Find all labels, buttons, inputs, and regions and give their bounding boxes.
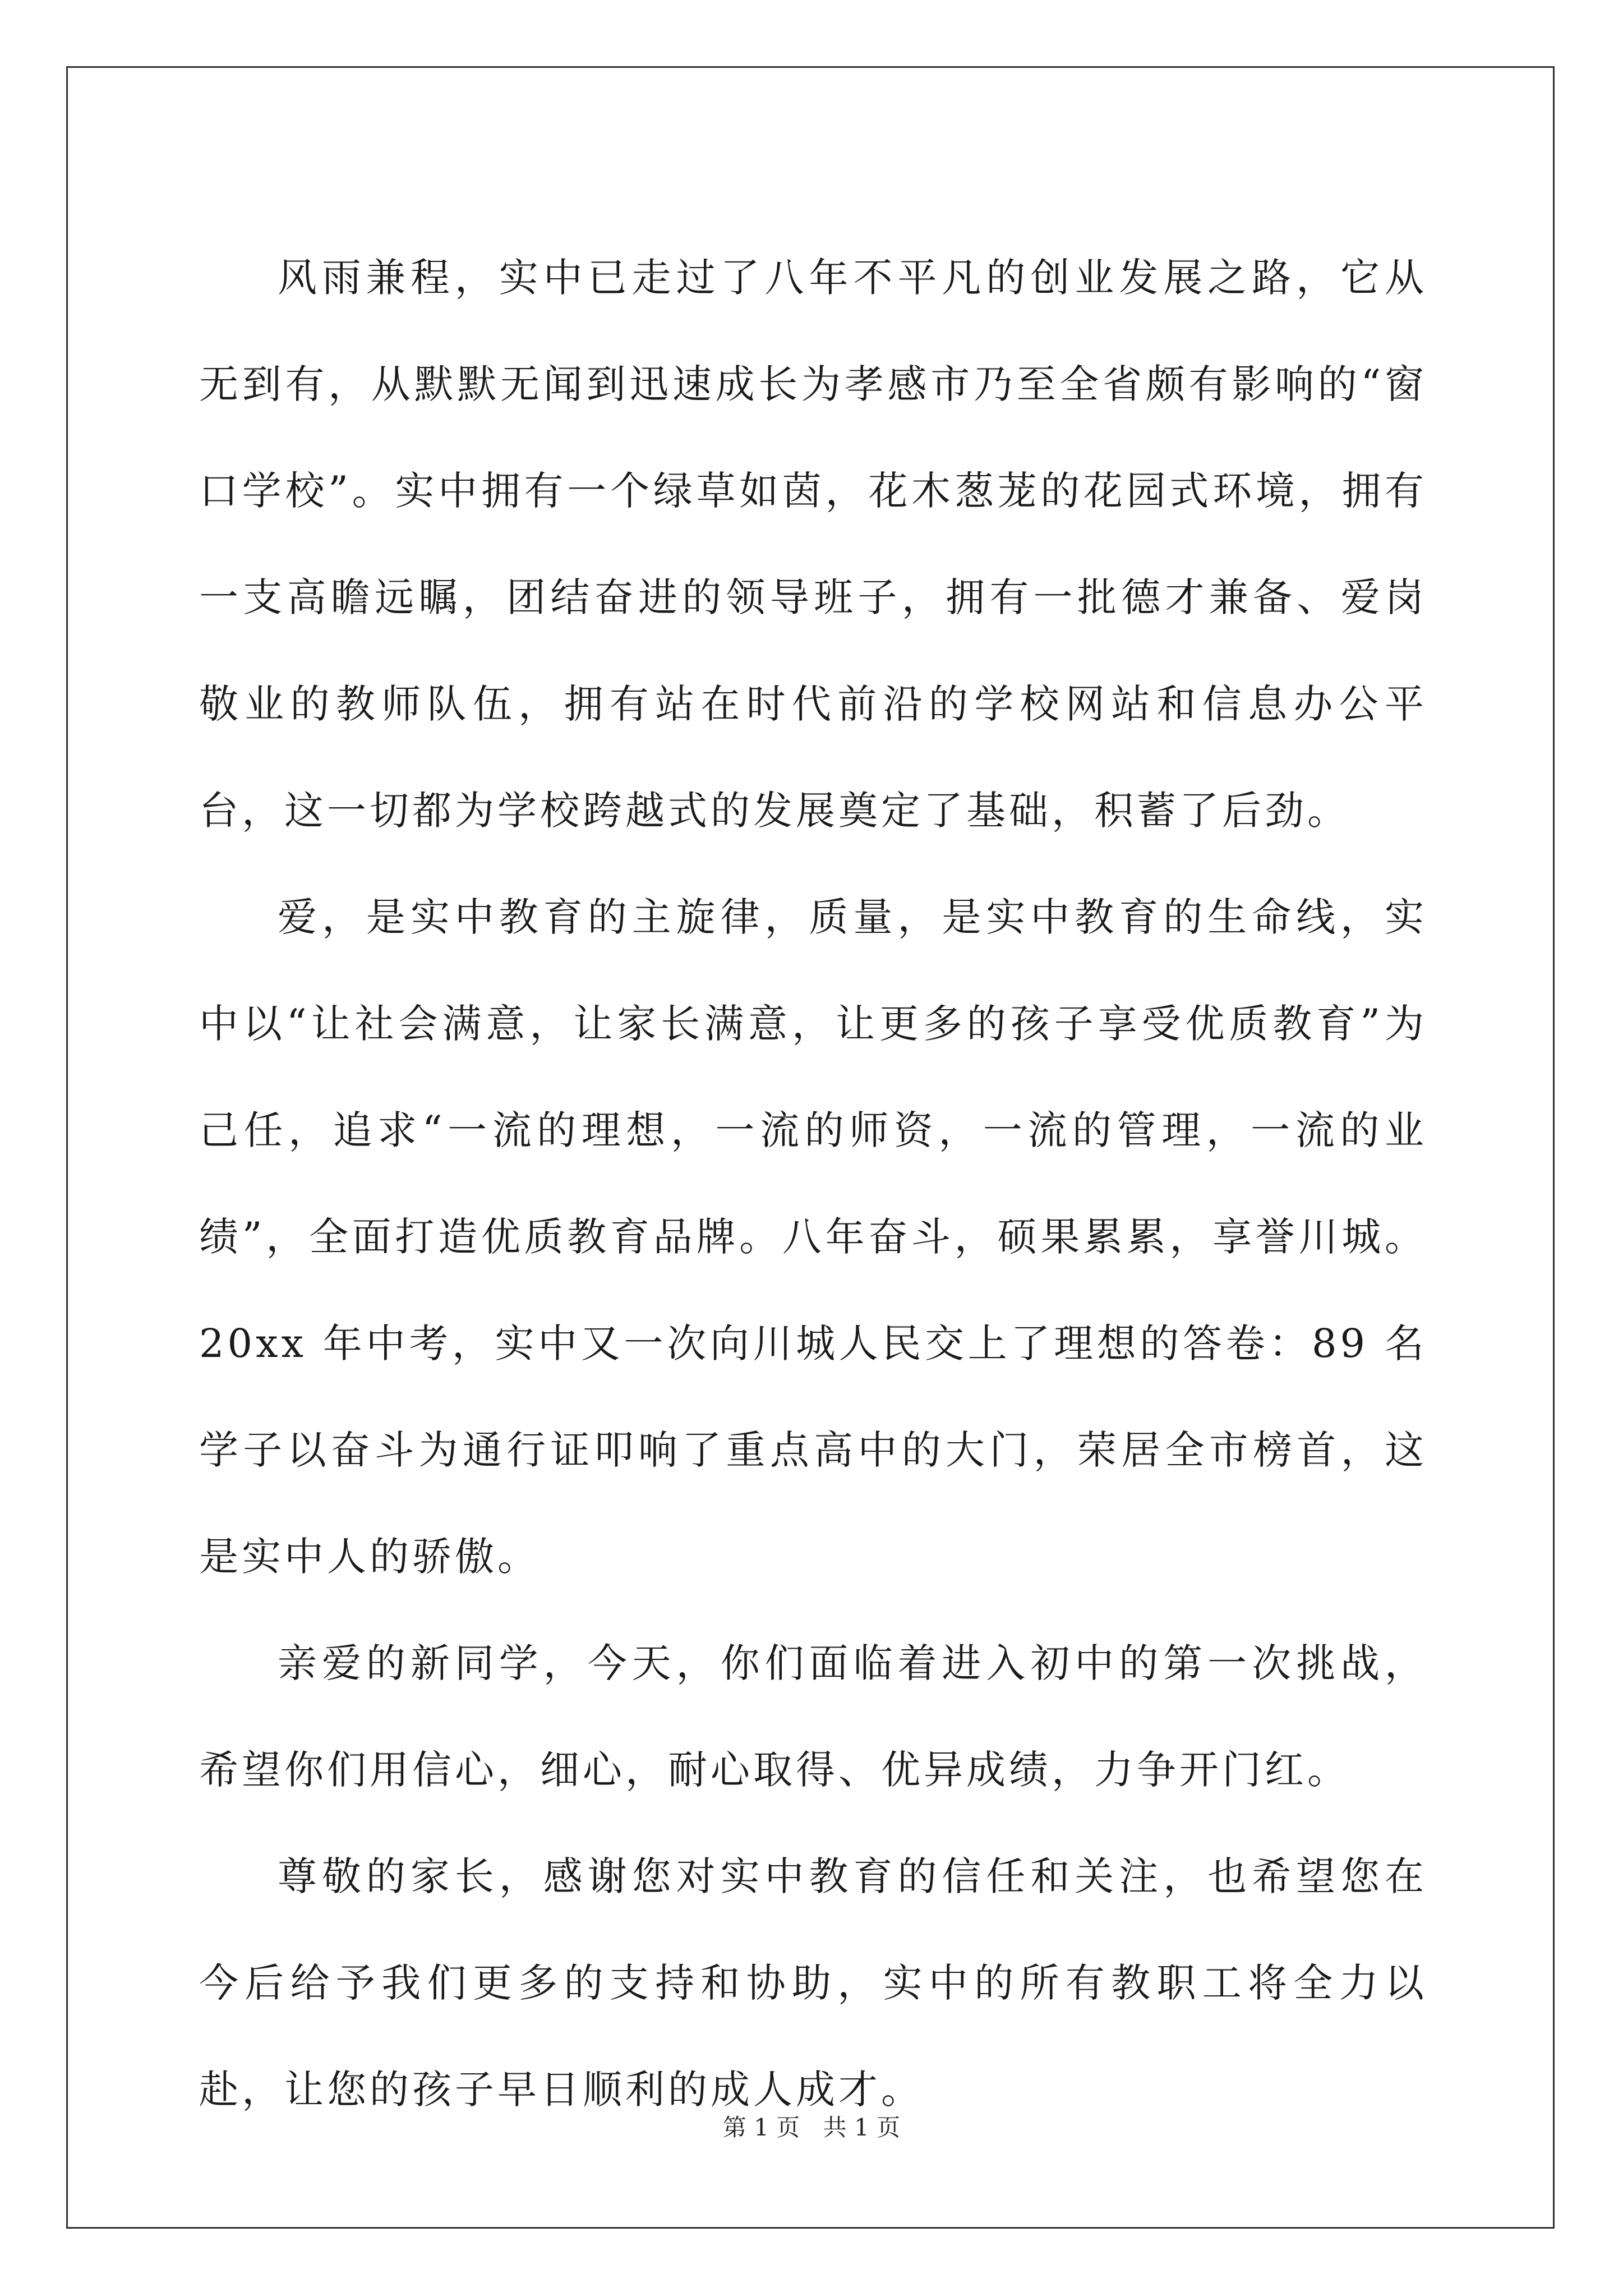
paragraph-4: 尊敬的家长，感谢您对实中教育的信任和关注，也希望您在今后给予我们更多的支持和协助，实中的所有教职工将全力以赴，让您的孩子早日顺利的成人成才。 (199, 1853, 1427, 2113)
page-footer (0, 2109, 1623, 2143)
document-body (199, 224, 1427, 2143)
paragraph-3: 亲爱的新同学，今天，你们面临着进入初中的第一次挑战，希望你们用信心，细心，耐心取得、优异成绩，力争开门红。 (199, 1640, 1427, 1793)
page-number: 第 1 页 (722, 2114, 800, 2141)
paragraph-1: 风雨兼程，实中已走过了八年不平凡的创业发展之路，它从无到有，从默默无闻到迅速成长为孝感市乃至全省颇有影响的“窗口学校”。实中拥有一个绿草如茵，花木葱茏的花园式环境，拥有一支高瞻远瞩，团结奋进的领导班子，拥有一批德才兼备、爱岗敬业的教师队伍，拥有站在时代前沿的学校网站和信息办公平台，这一切都为学校跨越式的发展奠定了基础，积蓄了后劲。 (199, 255, 1427, 834)
paragraph-2: 爱，是实中教育的主旋律，质量，是实中教育的生命线，实中以“让社会满意，让家长满意，让更多的孩子享受优质教育”为己任，追求“一流的理想，一流的师资，一流的管理，一流的业绩”，全面打造优质教育品牌。八年奋斗，硕果累累，享誉川城。20xx 年中考，实中又一次向川城人民交上了理想的答卷：89 名学子以奋斗为通行证叩响了重点高中的大门，荣居全市榜首，这是实中人的骄傲。 (199, 894, 1427, 1580)
page-total: 共 1 页 (823, 2114, 901, 2141)
